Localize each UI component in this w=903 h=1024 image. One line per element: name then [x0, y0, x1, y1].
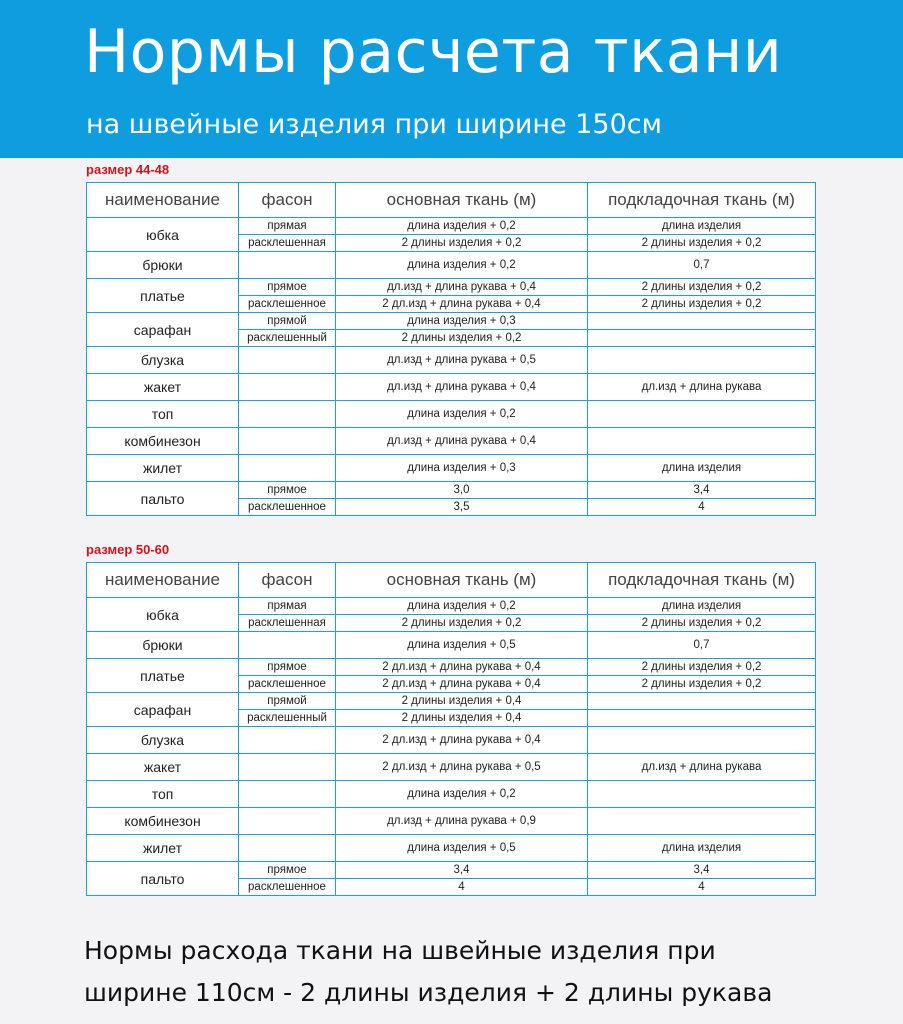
table-row — [87, 808, 816, 835]
main-fabric-cell: длина изделия + 0,5 — [336, 835, 588, 862]
lining-fabric-cell: 2 длины изделия + 0,2 — [588, 296, 816, 313]
lining-fabric-cell: длина изделия — [588, 598, 816, 615]
lining-fabric-cell — [588, 330, 816, 347]
main-fabric-cell: 2 длины изделия + 0,2 — [336, 615, 588, 632]
style-cell — [239, 455, 336, 482]
item-name-cell: пальто — [87, 862, 239, 896]
lining-fabric-cell — [588, 347, 816, 374]
item-name-cell: юбка — [87, 218, 239, 252]
item-name-cell: платье — [87, 279, 239, 313]
style-cell: прямая — [239, 218, 336, 235]
item-name-cell: платье — [87, 659, 239, 693]
lining-fabric-cell — [588, 808, 816, 835]
col-header-style: фасон — [239, 563, 336, 598]
item-name-cell: жилет — [87, 835, 239, 862]
table-row — [87, 781, 816, 808]
main-fabric-cell: 3,0 — [336, 482, 588, 499]
style-cell — [239, 808, 336, 835]
lining-fabric-cell: 3,4 — [588, 862, 816, 879]
lining-fabric-cell: 0,7 — [588, 632, 816, 659]
main-fabric-cell: 3,5 — [336, 499, 588, 516]
size-label-1: размер 44-48 — [86, 162, 170, 177]
lining-fabric-cell — [588, 693, 816, 710]
main-fabric-cell: 2 длины изделия + 0,4 — [336, 693, 588, 710]
lining-fabric-cell: 4 — [588, 499, 816, 516]
item-name-cell: брюки — [87, 252, 239, 279]
footer-line-2: ширине 110см - 2 длины изделия + 2 длины рукава — [84, 978, 773, 1007]
item-name-cell: комбинезон — [87, 428, 239, 455]
main-fabric-cell: длина изделия + 0,2 — [336, 252, 588, 279]
main-fabric-cell: длина изделия + 0,5 — [336, 632, 588, 659]
style-cell — [239, 374, 336, 401]
style-cell: расклешенный — [239, 330, 336, 347]
table-body — [87, 218, 816, 516]
table-row — [87, 727, 816, 754]
main-fabric-cell: 2 дл.изд + длина рукава + 0,5 — [336, 754, 588, 781]
style-cell — [239, 727, 336, 754]
style-cell: прямой — [239, 313, 336, 330]
main-fabric-cell: 4 — [336, 879, 588, 896]
item-name-cell: топ — [87, 401, 239, 428]
main-fabric-cell: дл.изд + длина рукава + 0,4 — [336, 279, 588, 296]
lining-fabric-cell — [588, 401, 816, 428]
page-subtitle: на швейные изделия при ширине 150см — [86, 109, 662, 140]
norms-table-44-48 — [86, 182, 816, 516]
main-fabric-cell: длина изделия + 0,2 — [336, 781, 588, 808]
footer-note — [84, 930, 772, 1014]
main-fabric-cell: дл.изд + длина рукава + 0,5 — [336, 347, 588, 374]
lining-fabric-cell: 2 длины изделия + 0,2 — [588, 235, 816, 252]
main-fabric-cell: длина изделия + 0,2 — [336, 401, 588, 428]
lining-fabric-cell: 2 длины изделия + 0,2 — [588, 676, 816, 693]
main-fabric-cell: 2 длины изделия + 0,2 — [336, 330, 588, 347]
style-cell — [239, 347, 336, 374]
item-name-cell: сарафан — [87, 313, 239, 347]
norms-table-50-60 — [86, 562, 816, 896]
table-row — [87, 313, 816, 330]
lining-fabric-cell: 2 длины изделия + 0,2 — [588, 659, 816, 676]
table-row — [87, 347, 816, 374]
item-name-cell: комбинезон — [87, 808, 239, 835]
table-row — [87, 401, 816, 428]
col-header-name: наименование — [87, 183, 239, 218]
item-name-cell: жакет — [87, 374, 239, 401]
col-header-main-fabric: основная ткань (м) — [336, 183, 588, 218]
style-cell — [239, 781, 336, 808]
main-fabric-cell: дл.изд + длина рукава + 0,4 — [336, 428, 588, 455]
main-fabric-cell: длина изделия + 0,3 — [336, 313, 588, 330]
lining-fabric-cell: 2 длины изделия + 0,2 — [588, 279, 816, 296]
main-fabric-cell: 2 дл.изд + длина рукава + 0,4 — [336, 727, 588, 754]
item-name-cell: сарафан — [87, 693, 239, 727]
col-header-style: фасон — [239, 183, 336, 218]
style-cell: расклешенная — [239, 615, 336, 632]
style-cell: расклешенное — [239, 499, 336, 516]
main-fabric-cell: длина изделия + 0,2 — [336, 218, 588, 235]
style-cell — [239, 428, 336, 455]
table-row — [87, 835, 816, 862]
lining-fabric-cell: 2 длины изделия + 0,2 — [588, 615, 816, 632]
style-cell — [239, 835, 336, 862]
style-cell: расклешенное — [239, 676, 336, 693]
table-row — [87, 482, 816, 499]
lining-fabric-cell: 3,4 — [588, 482, 816, 499]
main-fabric-cell: длина изделия + 0,2 — [336, 598, 588, 615]
lining-fabric-cell: 4 — [588, 879, 816, 896]
header-banner — [0, 0, 903, 158]
table-row — [87, 252, 816, 279]
style-cell — [239, 252, 336, 279]
lining-fabric-cell: 0,7 — [588, 252, 816, 279]
main-fabric-cell: дл.изд + длина рукава + 0,4 — [336, 374, 588, 401]
lining-fabric-cell — [588, 710, 816, 727]
col-header-main-fabric: основная ткань (м) — [336, 563, 588, 598]
main-fabric-cell: дл.изд + длина рукава + 0,9 — [336, 808, 588, 835]
table-row — [87, 659, 816, 676]
item-name-cell: блузка — [87, 727, 239, 754]
style-cell: прямое — [239, 659, 336, 676]
style-cell: прямое — [239, 482, 336, 499]
page-title: Нормы расчета ткани — [84, 17, 783, 87]
table-row — [87, 754, 816, 781]
main-fabric-cell: 2 длины изделия + 0,2 — [336, 235, 588, 252]
lining-fabric-cell: длина изделия — [588, 835, 816, 862]
style-cell: расклешенная — [239, 235, 336, 252]
style-cell: прямая — [239, 598, 336, 615]
size-label-2: размер 50-60 — [86, 542, 170, 557]
table-row — [87, 218, 816, 235]
style-cell: прямое — [239, 279, 336, 296]
item-name-cell: юбка — [87, 598, 239, 632]
lining-fabric-cell: дл.изд + длина рукава — [588, 754, 816, 781]
lining-fabric-cell: длина изделия — [588, 218, 816, 235]
table-row — [87, 862, 816, 879]
style-cell: прямой — [239, 693, 336, 710]
table-row — [87, 428, 816, 455]
table-row — [87, 455, 816, 482]
lining-fabric-cell — [588, 313, 816, 330]
main-fabric-cell: 2 дл.изд + длина рукава + 0,4 — [336, 296, 588, 313]
footer-line-1: Нормы расхода ткани на швейные изделия при — [84, 936, 716, 965]
lining-fabric-cell: длина изделия — [588, 455, 816, 482]
main-fabric-cell: длина изделия + 0,3 — [336, 455, 588, 482]
table-row — [87, 693, 816, 710]
item-name-cell: блузка — [87, 347, 239, 374]
style-cell: расклешенное — [239, 296, 336, 313]
col-header-name: наименование — [87, 563, 239, 598]
table-row — [87, 598, 816, 615]
table-row — [87, 374, 816, 401]
table-body — [87, 598, 816, 896]
item-name-cell: жилет — [87, 455, 239, 482]
item-name-cell: топ — [87, 781, 239, 808]
style-cell: расклешенный — [239, 710, 336, 727]
style-cell — [239, 632, 336, 659]
lining-fabric-cell: дл.изд + длина рукава — [588, 374, 816, 401]
style-cell: прямое — [239, 862, 336, 879]
col-header-lining-fabric: подкладочная ткань (м) — [588, 563, 816, 598]
item-name-cell: пальто — [87, 482, 239, 516]
col-header-lining-fabric: подкладочная ткань (м) — [588, 183, 816, 218]
style-cell: расклешенное — [239, 879, 336, 896]
item-name-cell: брюки — [87, 632, 239, 659]
table-row — [87, 632, 816, 659]
lining-fabric-cell — [588, 781, 816, 808]
main-fabric-cell: 2 дл.изд + длина рукава + 0,4 — [336, 676, 588, 693]
style-cell — [239, 401, 336, 428]
main-fabric-cell: 2 длины изделия + 0,4 — [336, 710, 588, 727]
table-row — [87, 279, 816, 296]
lining-fabric-cell — [588, 428, 816, 455]
style-cell — [239, 754, 336, 781]
lining-fabric-cell — [588, 727, 816, 754]
item-name-cell: жакет — [87, 754, 239, 781]
main-fabric-cell: 3,4 — [336, 862, 588, 879]
main-fabric-cell: 2 дл.изд + длина рукава + 0,4 — [336, 659, 588, 676]
